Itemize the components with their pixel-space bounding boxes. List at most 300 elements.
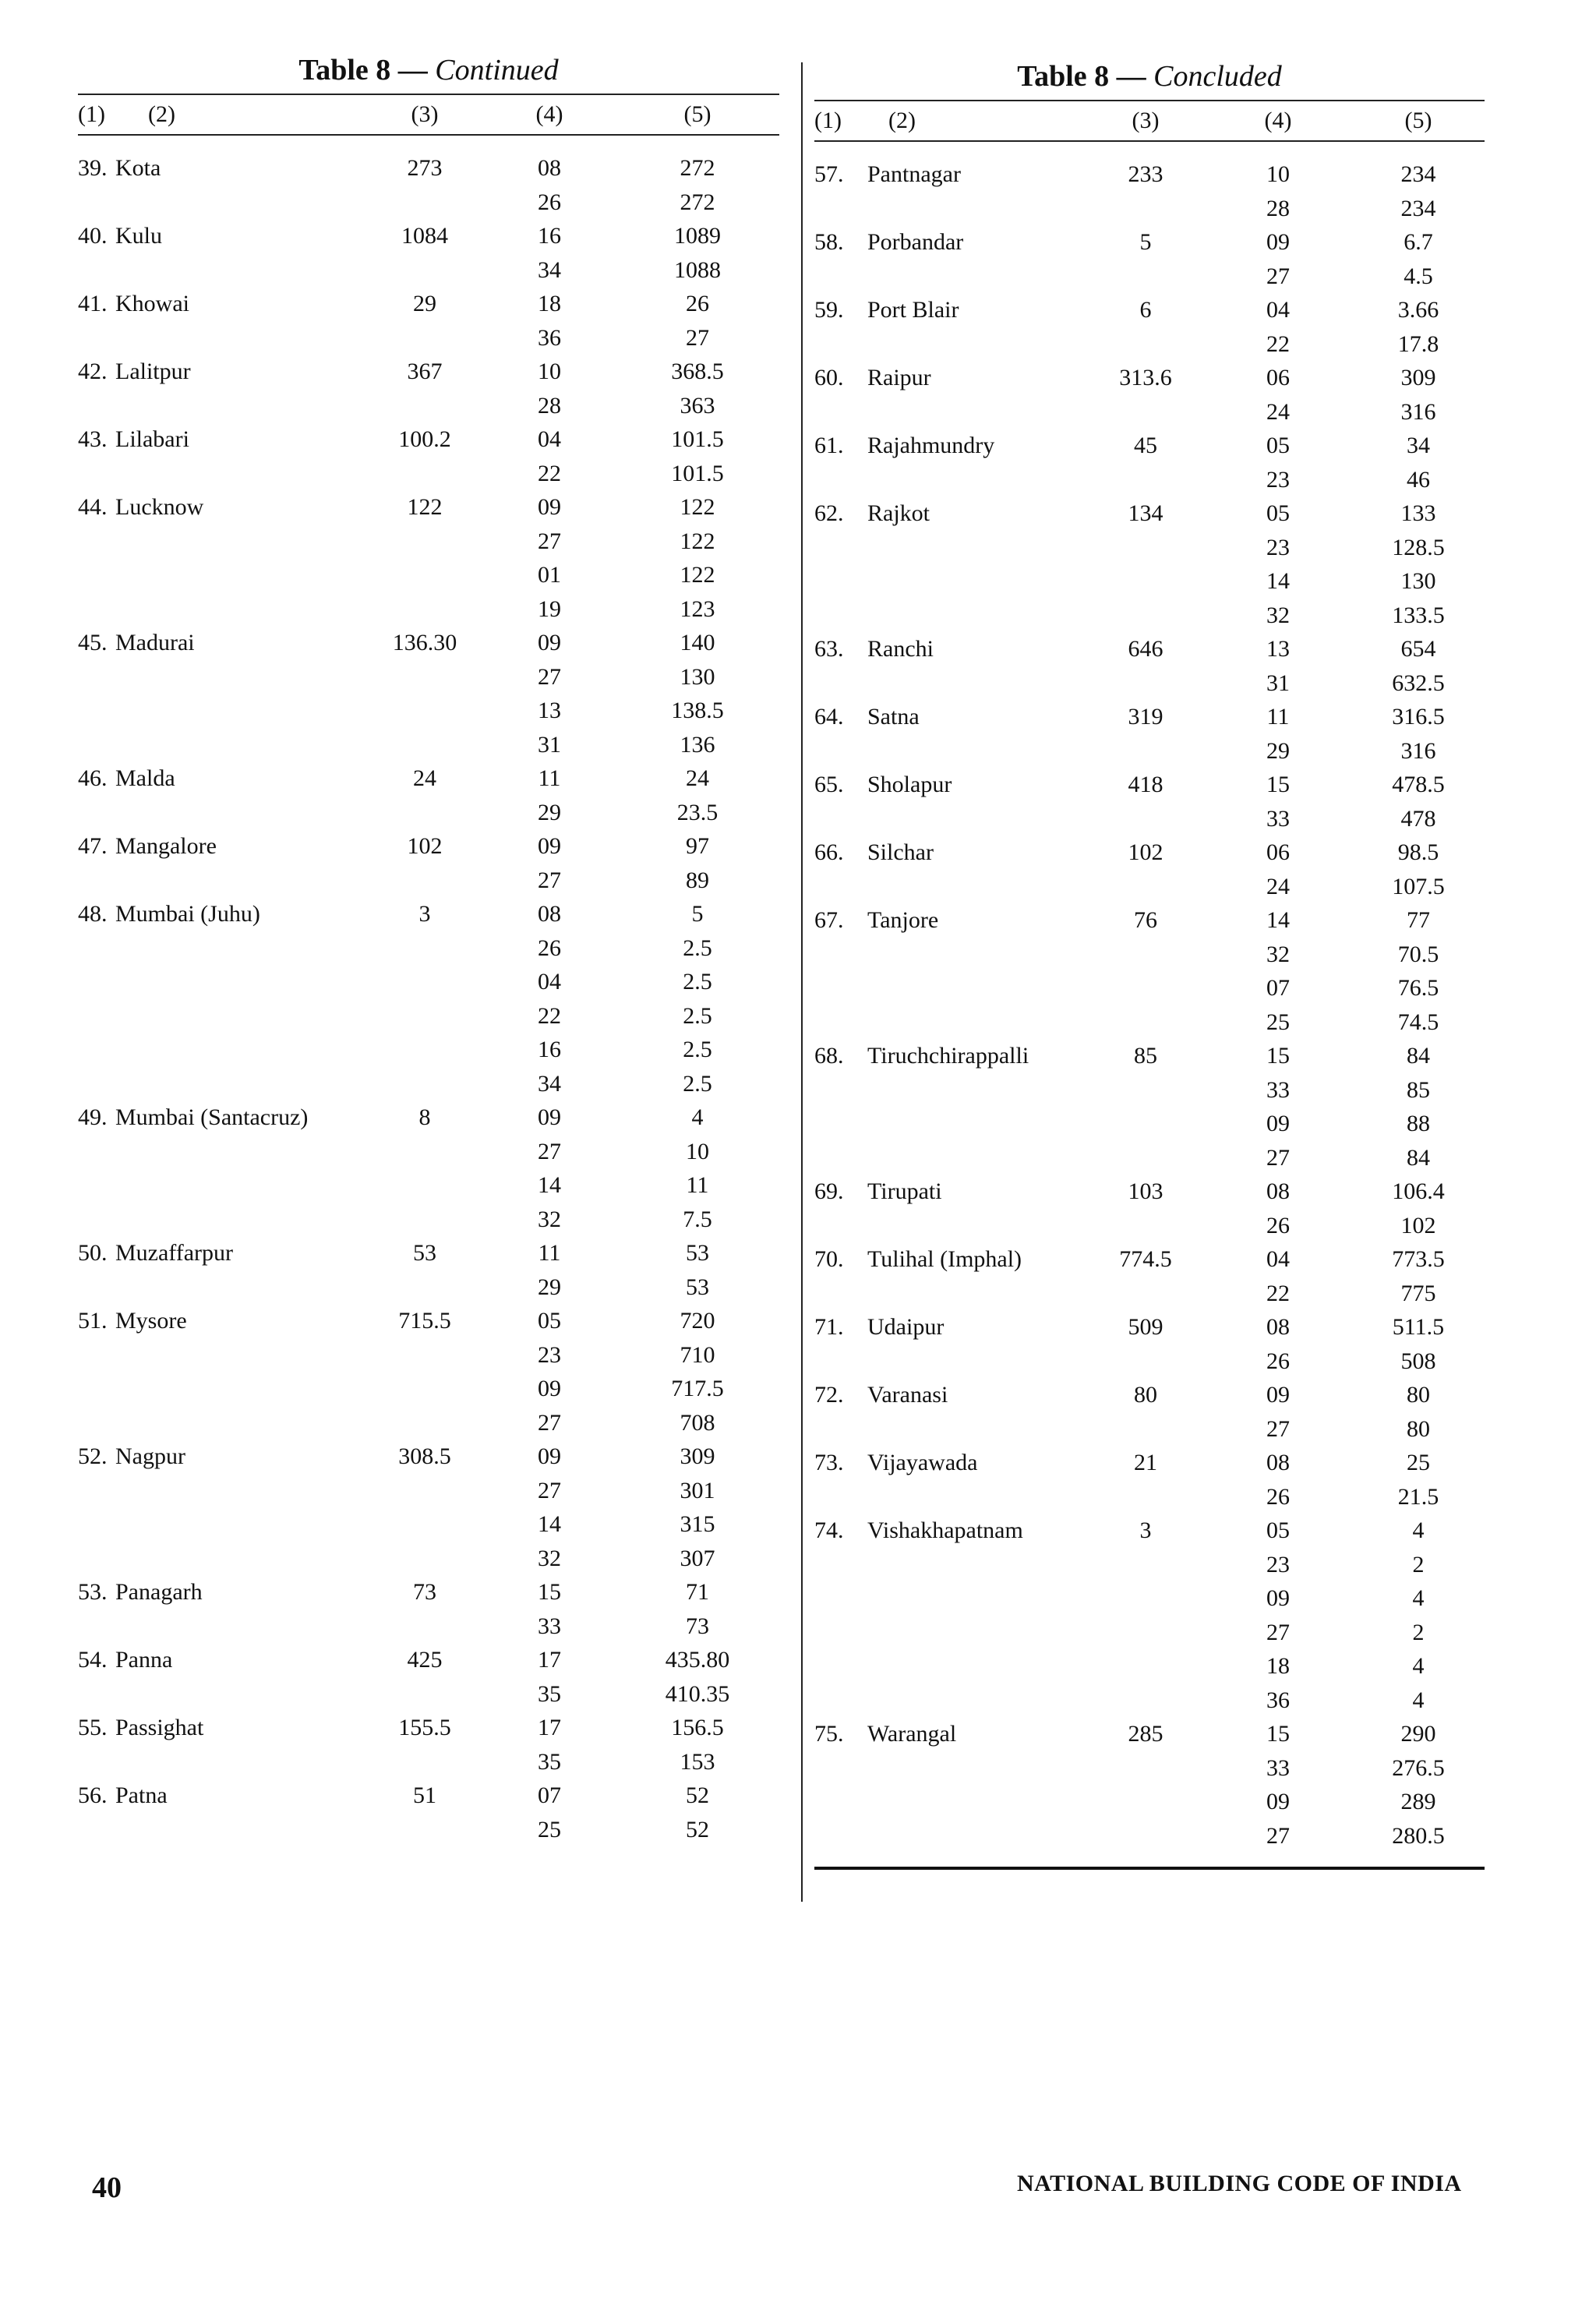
col-header-2: (2) — [148, 101, 175, 127]
table-row — [78, 558, 779, 592]
station-name: Udaipur — [867, 1314, 945, 1340]
table-row — [78, 864, 779, 898]
left-table-body — [78, 136, 779, 1846]
row-number: 45. — [78, 630, 108, 655]
table-row — [78, 965, 779, 999]
value-cell: 301 — [680, 1477, 715, 1503]
row-number: 64. — [814, 704, 844, 730]
row-number: 69. — [814, 1178, 844, 1204]
station-name: Vijayawada — [867, 1450, 978, 1475]
table-row — [78, 626, 779, 660]
runway-direction: 07 — [1266, 975, 1290, 1001]
runway-direction: 27 — [1266, 1822, 1290, 1849]
table-row — [78, 355, 779, 389]
elevation-value: 646 — [1128, 636, 1163, 662]
station-name: Kulu — [115, 223, 162, 249]
value-cell: 2 — [1412, 1619, 1425, 1645]
runway-direction: 09 — [538, 630, 561, 655]
runway-direction: 28 — [1266, 195, 1290, 221]
station-name: Malda — [115, 765, 175, 791]
value-cell: 309 — [1400, 365, 1436, 390]
value-cell: 138.5 — [671, 698, 724, 723]
row-number: 67. — [814, 907, 844, 933]
runway-direction: 08 — [1266, 1314, 1290, 1340]
value-cell: 4 — [1412, 1687, 1425, 1713]
elevation-value: 85 — [1134, 1043, 1157, 1069]
table-row — [814, 700, 1485, 734]
col-header-3: (3) — [411, 101, 439, 127]
runway-direction: 27 — [1266, 263, 1290, 289]
row-number: 42. — [78, 359, 108, 384]
runway-direction: 18 — [1266, 1653, 1290, 1679]
runway-direction: 05 — [538, 1308, 561, 1334]
runway-direction: 04 — [1266, 297, 1290, 323]
station-name: Varanasi — [867, 1382, 948, 1408]
left-table-title: Table 8 — Continued — [298, 54, 559, 87]
elevation-value: 53 — [413, 1240, 436, 1266]
runway-direction: 11 — [538, 1240, 561, 1266]
row-number: 50. — [78, 1240, 108, 1266]
table-row — [814, 768, 1485, 802]
value-cell: 3.66 — [1397, 297, 1439, 323]
runway-direction: 27 — [538, 528, 561, 554]
value-cell: 710 — [680, 1341, 715, 1368]
table-row — [78, 728, 779, 762]
table-row — [814, 836, 1485, 870]
value-cell: 6.7 — [1404, 229, 1433, 255]
table-row — [78, 897, 779, 931]
row-number: 41. — [78, 291, 108, 316]
table-row — [78, 1304, 779, 1338]
runway-direction: 06 — [1266, 365, 1290, 390]
elevation-value: 103 — [1128, 1178, 1163, 1204]
table-row — [814, 1446, 1485, 1480]
elevation-value: 8 — [418, 1104, 431, 1130]
value-cell: 156.5 — [671, 1715, 724, 1740]
value-cell: 133 — [1400, 500, 1436, 526]
row-number: 65. — [814, 772, 844, 797]
value-cell: 1089 — [674, 223, 721, 249]
elevation-value: 509 — [1128, 1314, 1163, 1340]
table-row — [814, 1378, 1485, 1412]
runway-direction: 32 — [1266, 602, 1290, 628]
runway-direction: 15 — [1266, 1721, 1290, 1747]
runway-direction: 09 — [538, 1443, 561, 1469]
runway-direction: 09 — [538, 833, 561, 859]
value-cell: 24 — [686, 765, 709, 791]
value-cell: 88 — [1407, 1111, 1430, 1136]
value-cell: 4 — [691, 1104, 704, 1130]
table-row — [814, 903, 1485, 938]
value-cell: 316 — [1400, 398, 1436, 425]
runway-direction: 04 — [1266, 1246, 1290, 1272]
table-row — [78, 1813, 779, 1847]
elevation-value: 3 — [418, 901, 431, 927]
value-cell: 2.5 — [683, 934, 712, 961]
value-cell: 76.5 — [1397, 975, 1439, 1001]
runway-direction: 31 — [538, 731, 561, 758]
runway-direction: 11 — [1266, 704, 1290, 730]
right-table — [814, 53, 1485, 1870]
table-row — [78, 1033, 779, 1067]
table-row — [78, 592, 779, 627]
table-row — [78, 1474, 779, 1508]
runway-direction: 13 — [1266, 636, 1290, 662]
row-number: 49. — [78, 1104, 108, 1130]
value-cell: 84 — [1407, 1144, 1430, 1171]
runway-direction: 08 — [1266, 1450, 1290, 1475]
station-name: Rajahmundry — [867, 433, 995, 458]
col-header-2: (2) — [888, 108, 916, 133]
runway-direction: 26 — [538, 934, 561, 961]
station-name: Vishakhapatnam — [867, 1517, 1023, 1543]
runway-direction: 16 — [538, 1037, 561, 1062]
row-number: 71. — [814, 1314, 844, 1340]
runway-direction: 09 — [1266, 1382, 1290, 1408]
station-name: Silchar — [867, 839, 934, 865]
runway-direction: 22 — [538, 1002, 561, 1029]
table-row — [78, 694, 779, 728]
runway-direction: 19 — [538, 595, 561, 622]
elevation-value: 285 — [1128, 1721, 1163, 1747]
column-divider — [801, 62, 803, 1902]
table-row — [814, 1175, 1485, 1209]
runway-direction: 11 — [538, 765, 561, 791]
table-row — [814, 1581, 1485, 1616]
runway-direction: 36 — [1266, 1687, 1290, 1713]
table-row — [814, 1344, 1485, 1379]
value-cell: 708 — [680, 1409, 715, 1436]
value-cell: 2 — [1412, 1551, 1425, 1577]
station-name: Lilabari — [115, 426, 189, 452]
table-row — [814, 361, 1485, 395]
table-row — [814, 599, 1485, 633]
table-row — [78, 457, 779, 491]
right-table-header — [814, 101, 1485, 140]
row-number: 43. — [78, 426, 108, 452]
table-row — [78, 1609, 779, 1644]
table-row — [78, 1270, 779, 1305]
runway-direction: 01 — [538, 562, 561, 588]
runway-direction: 34 — [538, 1070, 561, 1097]
elevation-value: 425 — [407, 1647, 443, 1673]
col-header-3: (3) — [1132, 108, 1160, 133]
table-row — [814, 496, 1485, 531]
runway-direction: 29 — [538, 1274, 561, 1300]
value-cell: 363 — [680, 392, 715, 419]
elevation-value: 102 — [1128, 839, 1163, 865]
table-row — [78, 287, 779, 321]
value-cell: 122 — [680, 562, 715, 588]
row-number: 60. — [814, 365, 844, 390]
station-name: Port Blair — [867, 297, 959, 323]
runway-direction: 15 — [1266, 1043, 1290, 1069]
value-cell: 97 — [686, 833, 709, 859]
elevation-value: 76 — [1134, 907, 1157, 933]
value-cell: 307 — [680, 1545, 715, 1571]
runway-direction: 09 — [1266, 1789, 1290, 1814]
table-row — [814, 429, 1485, 463]
value-cell: 74.5 — [1397, 1009, 1439, 1035]
table-row — [814, 531, 1485, 565]
right-table-body — [814, 142, 1485, 1853]
table-row — [78, 321, 779, 355]
value-cell: 511.5 — [1392, 1314, 1445, 1340]
value-cell: 4.5 — [1404, 263, 1433, 289]
right-table-title: Table 8 — Concluded — [1017, 60, 1282, 93]
value-cell: 2.5 — [683, 1037, 712, 1062]
row-number: 58. — [814, 229, 844, 255]
value-cell: 98.5 — [1397, 839, 1439, 865]
elevation-value: 51 — [413, 1782, 436, 1808]
table-row — [78, 422, 779, 457]
runway-direction: 09 — [1266, 229, 1290, 255]
table-row — [78, 796, 779, 830]
value-cell: 53 — [686, 1274, 709, 1300]
col-header-1: (1) — [814, 108, 842, 133]
value-cell: 102 — [1400, 1212, 1436, 1238]
runway-direction: 08 — [1266, 1178, 1290, 1204]
table-row — [814, 293, 1485, 327]
table-row — [814, 1683, 1485, 1718]
table-row — [78, 660, 779, 694]
row-number: 47. — [78, 833, 108, 859]
row-number: 68. — [814, 1043, 844, 1069]
value-cell: 52 — [686, 1782, 709, 1808]
station-name: Tulihal (Imphal) — [867, 1246, 1022, 1272]
runway-direction: 26 — [1266, 1483, 1290, 1510]
row-number: 61. — [814, 433, 844, 458]
runway-direction: 27 — [1266, 1415, 1290, 1442]
runway-direction: 35 — [538, 1748, 561, 1775]
table-row — [814, 1717, 1485, 1751]
elevation-value: 1084 — [401, 223, 448, 249]
value-cell: 309 — [680, 1443, 715, 1469]
runway-direction: 09 — [538, 494, 561, 520]
table-row — [78, 761, 779, 796]
elevation-value: 715.5 — [398, 1308, 451, 1334]
runway-direction: 27 — [538, 1138, 561, 1164]
value-cell: 654 — [1400, 636, 1436, 662]
runway-direction: 05 — [1266, 1517, 1290, 1543]
runway-direction: 26 — [538, 189, 561, 215]
elevation-value: 100.2 — [398, 426, 451, 452]
row-number: 46. — [78, 765, 108, 791]
value-cell: 133.5 — [1392, 602, 1445, 628]
value-cell: 52 — [686, 1816, 709, 1842]
runway-direction: 09 — [538, 1376, 561, 1401]
elevation-value: 45 — [1134, 433, 1157, 458]
col-header-5: (5) — [683, 101, 711, 127]
value-cell: 153 — [680, 1748, 715, 1775]
table-row — [78, 931, 779, 966]
row-number: 52. — [78, 1443, 108, 1469]
runway-direction: 32 — [538, 1206, 561, 1232]
value-cell: 368.5 — [671, 359, 724, 384]
table-row — [78, 1135, 779, 1169]
value-cell: 272 — [680, 189, 715, 215]
value-cell: 435.80 — [665, 1647, 730, 1673]
elevation-value: 73 — [413, 1579, 436, 1605]
value-cell: 128.5 — [1392, 534, 1445, 560]
value-cell: 46 — [1407, 466, 1430, 493]
value-cell: 26 — [686, 291, 709, 316]
value-cell: 478 — [1400, 805, 1436, 832]
table-row — [814, 1310, 1485, 1344]
runway-direction: 09 — [1266, 1111, 1290, 1136]
station-name: Passighat — [115, 1715, 204, 1740]
station-name: Warangal — [867, 1721, 957, 1747]
row-number: 40. — [78, 223, 108, 249]
row-number: 55. — [78, 1715, 108, 1740]
runway-direction: 25 — [1266, 1009, 1290, 1035]
row-number: 59. — [814, 297, 844, 323]
elevation-value: 102 — [407, 833, 443, 859]
col-header-5: (5) — [1404, 108, 1432, 133]
runway-direction: 32 — [538, 1545, 561, 1571]
runway-direction: 23 — [1266, 534, 1290, 560]
table-row — [814, 1480, 1485, 1514]
table-row — [814, 1073, 1485, 1108]
table-row — [814, 1005, 1485, 1040]
elevation-value: 29 — [413, 291, 436, 316]
station-name: Tirupati — [867, 1178, 942, 1204]
table-row — [78, 1507, 779, 1542]
table-row — [78, 389, 779, 423]
table-row — [814, 632, 1485, 666]
table-row — [78, 1711, 779, 1745]
value-cell: 25 — [1407, 1450, 1430, 1475]
station-name: Rajkot — [867, 500, 930, 526]
table-row — [814, 938, 1485, 972]
station-name: Satna — [867, 704, 920, 730]
row-number: 63. — [814, 636, 844, 662]
value-cell: 23.5 — [676, 799, 719, 825]
value-cell: 122 — [680, 528, 715, 554]
value-cell: 478.5 — [1392, 772, 1445, 797]
value-cell: 130 — [680, 663, 715, 690]
table-row — [78, 1168, 779, 1203]
runway-direction: 10 — [1266, 161, 1290, 187]
runway-direction: 17 — [538, 1715, 561, 1740]
table-row — [814, 734, 1485, 768]
elevation-value: 6 — [1139, 297, 1152, 323]
runway-direction: 34 — [538, 256, 561, 283]
table-row — [814, 1141, 1485, 1175]
row-number: 75. — [814, 1721, 844, 1747]
station-name: Pantnagar — [867, 161, 961, 187]
runway-direction: 33 — [538, 1613, 561, 1639]
runway-direction: 27 — [538, 867, 561, 893]
table-row — [78, 999, 779, 1033]
runway-direction: 33 — [1266, 1754, 1290, 1781]
runway-direction: 29 — [538, 799, 561, 825]
table-row — [78, 525, 779, 559]
table-row — [814, 260, 1485, 294]
runway-direction: 15 — [538, 1579, 561, 1605]
value-cell: 1088 — [674, 256, 721, 283]
row-number: 48. — [78, 901, 108, 927]
elevation-value: 418 — [1128, 772, 1163, 797]
table-row — [814, 1548, 1485, 1582]
table-row — [78, 1406, 779, 1440]
value-cell: 290 — [1400, 1721, 1436, 1747]
value-cell: 11 — [686, 1172, 709, 1198]
station-name: Mangalore — [115, 833, 217, 859]
value-cell: 84 — [1407, 1043, 1430, 1069]
runway-direction: 18 — [538, 291, 561, 316]
value-cell: 71 — [686, 1579, 709, 1605]
row-number: 74. — [814, 1517, 844, 1543]
elevation-value: 136.30 — [392, 630, 457, 655]
table-row — [814, 225, 1485, 260]
table-row — [78, 151, 779, 185]
station-name: Patna — [115, 1782, 168, 1808]
elevation-value: 24 — [413, 765, 436, 791]
value-cell: 101.5 — [671, 426, 724, 452]
table-end-rule — [814, 1867, 1485, 1870]
elevation-value: 308.5 — [398, 1443, 451, 1469]
table-row — [78, 1440, 779, 1474]
table-row — [78, 1677, 779, 1712]
table-row — [814, 327, 1485, 362]
table-row — [814, 157, 1485, 192]
table-row — [814, 1819, 1485, 1853]
value-cell: 2.5 — [683, 969, 712, 995]
runway-direction: 08 — [538, 155, 561, 181]
runway-direction: 09 — [1266, 1585, 1290, 1611]
elevation-value: 233 — [1128, 161, 1163, 187]
elevation-value: 273 — [407, 155, 443, 181]
station-name: Lalitpur — [115, 359, 191, 384]
value-cell: 2.5 — [683, 1070, 712, 1097]
table-row — [78, 1067, 779, 1101]
value-cell: 106.4 — [1392, 1178, 1445, 1204]
value-cell: 7.5 — [683, 1206, 712, 1232]
runway-direction: 14 — [1266, 568, 1290, 594]
left-table — [78, 47, 779, 1846]
value-cell: 234 — [1400, 161, 1436, 187]
runway-direction: 23 — [1266, 1551, 1290, 1577]
page-number: 40 — [92, 2171, 122, 2204]
elevation-value: 319 — [1128, 704, 1163, 730]
row-number: 70. — [814, 1246, 844, 1272]
value-cell: 130 — [1400, 568, 1436, 594]
col-header-1: (1) — [78, 101, 105, 127]
table-row — [78, 1338, 779, 1373]
station-name: Madurai — [115, 630, 195, 655]
table-row — [814, 1277, 1485, 1311]
runway-direction: 15 — [1266, 772, 1290, 797]
runway-direction: 27 — [538, 1477, 561, 1503]
runway-direction: 13 — [538, 698, 561, 723]
value-cell: 280.5 — [1392, 1822, 1445, 1849]
runway-direction: 23 — [538, 1341, 561, 1368]
runway-direction: 05 — [1266, 433, 1290, 458]
value-cell: 34 — [1407, 433, 1430, 458]
value-cell: 21.5 — [1397, 1483, 1439, 1510]
elevation-value: 3 — [1139, 1517, 1152, 1543]
table-row — [814, 1514, 1485, 1548]
station-name: Mysore — [115, 1308, 187, 1334]
value-cell: 315 — [680, 1511, 715, 1537]
elevation-value: 5 — [1139, 229, 1152, 255]
value-cell: 775 — [1400, 1280, 1436, 1306]
value-cell: 4 — [1412, 1517, 1425, 1543]
value-cell: 136 — [680, 731, 715, 758]
value-cell: 316.5 — [1392, 704, 1445, 730]
station-name: Khowai — [115, 291, 189, 316]
